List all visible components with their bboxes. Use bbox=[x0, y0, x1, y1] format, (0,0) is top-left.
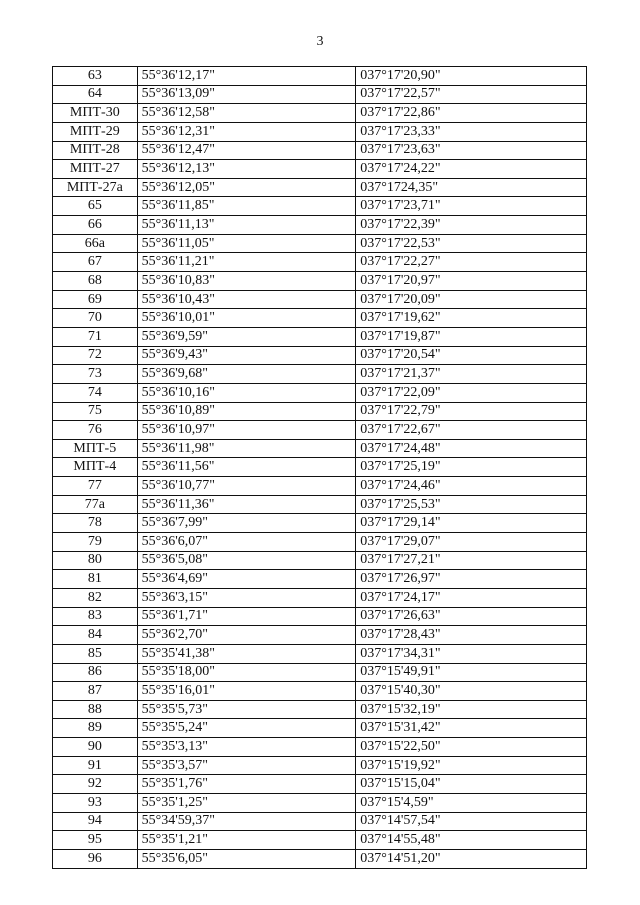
latitude-cell: 55°36'4,69" bbox=[137, 570, 356, 589]
table-row bbox=[53, 607, 587, 626]
latitude-cell: 55°36'9,59" bbox=[137, 327, 356, 346]
point-id-cell: МПТ-28 bbox=[53, 141, 138, 160]
longitude-cell: 037°17'26,63" bbox=[356, 607, 587, 626]
table-row bbox=[53, 700, 587, 719]
point-id-cell: 82 bbox=[53, 588, 138, 607]
table-row bbox=[53, 719, 587, 738]
longitude-cell: 037°15'22,50" bbox=[356, 738, 587, 757]
table-row bbox=[53, 663, 587, 682]
point-id-cell: 77 bbox=[53, 477, 138, 496]
longitude-cell: 037°17'29,14" bbox=[356, 514, 587, 533]
table-row bbox=[53, 570, 587, 589]
table-row bbox=[53, 141, 587, 160]
table-row bbox=[53, 85, 587, 104]
point-id-cell: 88 bbox=[53, 700, 138, 719]
latitude-cell: 55°35'41,38" bbox=[137, 644, 356, 663]
table-row bbox=[53, 588, 587, 607]
latitude-cell: 55°36'10,01" bbox=[137, 309, 356, 328]
latitude-cell: 55°36'10,83" bbox=[137, 272, 356, 291]
table-row bbox=[53, 831, 587, 850]
longitude-cell: 037°17'22,57" bbox=[356, 85, 587, 104]
latitude-cell: 55°35'16,01" bbox=[137, 682, 356, 701]
table-row bbox=[53, 644, 587, 663]
latitude-cell: 55°36'11,98" bbox=[137, 439, 356, 458]
longitude-cell: 037°17'23,63" bbox=[356, 141, 587, 160]
latitude-cell: 55°36'11,05" bbox=[137, 234, 356, 253]
latitude-cell: 55°35'6,05" bbox=[137, 849, 356, 868]
point-id-cell: МПТ-5 bbox=[53, 439, 138, 458]
longitude-cell: 037°17'34,31" bbox=[356, 644, 587, 663]
longitude-cell: 037°1724,35" bbox=[356, 178, 587, 197]
longitude-cell: 037°15'4,59" bbox=[356, 793, 587, 812]
latitude-cell: 55°36'11,36" bbox=[137, 495, 356, 514]
point-id-cell: 94 bbox=[53, 812, 138, 831]
table-row bbox=[53, 421, 587, 440]
longitude-cell: 037°17'20,90" bbox=[356, 67, 587, 86]
latitude-cell: 55°36'5,08" bbox=[137, 551, 356, 570]
point-id-cell: МПТ-4 bbox=[53, 458, 138, 477]
table-row bbox=[53, 682, 587, 701]
point-id-cell: 85 bbox=[53, 644, 138, 663]
longitude-cell: 037°17'22,27" bbox=[356, 253, 587, 272]
longitude-cell: 037°17'27,21" bbox=[356, 551, 587, 570]
longitude-cell: 037°17'22,67" bbox=[356, 421, 587, 440]
longitude-cell: 037°14'57,54" bbox=[356, 812, 587, 831]
point-id-cell: МПТ-30 bbox=[53, 104, 138, 123]
point-id-cell: 93 bbox=[53, 793, 138, 812]
table-row bbox=[53, 793, 587, 812]
point-id-cell: МПТ-27а bbox=[53, 178, 138, 197]
point-id-cell: 76 bbox=[53, 421, 138, 440]
point-id-cell: 83 bbox=[53, 607, 138, 626]
table-row bbox=[53, 327, 587, 346]
longitude-cell: 037°17'22,79" bbox=[356, 402, 587, 421]
longitude-cell: 037°15'32,19" bbox=[356, 700, 587, 719]
table-row bbox=[53, 402, 587, 421]
table-row bbox=[53, 67, 587, 86]
longitude-cell: 037°17'22,53" bbox=[356, 234, 587, 253]
longitude-cell: 037°17'24,46" bbox=[356, 477, 587, 496]
table-row bbox=[53, 458, 587, 477]
latitude-cell: 55°36'1,71" bbox=[137, 607, 356, 626]
point-id-cell: 65 bbox=[53, 197, 138, 216]
latitude-cell: 55°35'1,21" bbox=[137, 831, 356, 850]
table-row bbox=[53, 234, 587, 253]
latitude-cell: 55°36'12,47" bbox=[137, 141, 356, 160]
point-id-cell: 66 bbox=[53, 216, 138, 235]
table-row bbox=[53, 775, 587, 794]
point-id-cell: 67 bbox=[53, 253, 138, 272]
latitude-cell: 55°35'1,25" bbox=[137, 793, 356, 812]
table-row bbox=[53, 514, 587, 533]
latitude-cell: 55°36'12,05" bbox=[137, 178, 356, 197]
latitude-cell: 55°35'5,73" bbox=[137, 700, 356, 719]
longitude-cell: 037°17'22,86" bbox=[356, 104, 587, 123]
point-id-cell: 95 bbox=[53, 831, 138, 850]
table-row bbox=[53, 104, 587, 123]
table-row bbox=[53, 365, 587, 384]
point-id-cell: 69 bbox=[53, 290, 138, 309]
longitude-cell: 037°17'20,54" bbox=[356, 346, 587, 365]
longitude-cell: 037°17'21,37" bbox=[356, 365, 587, 384]
point-id-cell: 81 bbox=[53, 570, 138, 589]
longitude-cell: 037°17'19,87" bbox=[356, 327, 587, 346]
point-id-cell: 73 bbox=[53, 365, 138, 384]
latitude-cell: 55°36'12,58" bbox=[137, 104, 356, 123]
latitude-cell: 55°36'2,70" bbox=[137, 626, 356, 645]
table-row bbox=[53, 197, 587, 216]
latitude-cell: 55°35'18,00" bbox=[137, 663, 356, 682]
longitude-cell: 037°17'23,71" bbox=[356, 197, 587, 216]
latitude-cell: 55°36'11,85" bbox=[137, 197, 356, 216]
point-id-cell: 66а bbox=[53, 234, 138, 253]
longitude-cell: 037°17'29,07" bbox=[356, 533, 587, 552]
latitude-cell: 55°36'7,99" bbox=[137, 514, 356, 533]
longitude-cell: 037°17'28,43" bbox=[356, 626, 587, 645]
page-number: 3 bbox=[316, 34, 324, 49]
point-id-cell: 87 bbox=[53, 682, 138, 701]
longitude-cell: 037°17'26,97" bbox=[356, 570, 587, 589]
latitude-cell: 55°36'11,13" bbox=[137, 216, 356, 235]
point-id-cell: 84 bbox=[53, 626, 138, 645]
longitude-cell: 037°15'31,42" bbox=[356, 719, 587, 738]
table-row bbox=[53, 309, 587, 328]
latitude-cell: 55°36'6,07" bbox=[137, 533, 356, 552]
table-row bbox=[53, 495, 587, 514]
point-id-cell: 70 bbox=[53, 309, 138, 328]
coordinates-table-body bbox=[53, 67, 587, 869]
point-id-cell: 80 bbox=[53, 551, 138, 570]
latitude-cell: 55°35'1,76" bbox=[137, 775, 356, 794]
latitude-cell: 55°35'3,13" bbox=[137, 738, 356, 757]
point-id-cell: МПТ-29 bbox=[53, 122, 138, 141]
latitude-cell: 55°36'13,09" bbox=[137, 85, 356, 104]
longitude-cell: 037°17'20,97" bbox=[356, 272, 587, 291]
longitude-cell: 037°15'40,30" bbox=[356, 682, 587, 701]
table-row bbox=[53, 439, 587, 458]
point-id-cell: 92 bbox=[53, 775, 138, 794]
latitude-cell: 55°36'3,15" bbox=[137, 588, 356, 607]
latitude-cell: 55°36'10,43" bbox=[137, 290, 356, 309]
table-row bbox=[53, 849, 587, 868]
longitude-cell: 037°17'24,22" bbox=[356, 160, 587, 179]
table-row bbox=[53, 272, 587, 291]
latitude-cell: 55°36'11,56" bbox=[137, 458, 356, 477]
table-row bbox=[53, 290, 587, 309]
point-id-cell: 75 bbox=[53, 402, 138, 421]
longitude-cell: 037°15'49,91" bbox=[356, 663, 587, 682]
point-id-cell: 74 bbox=[53, 383, 138, 402]
latitude-cell: 55°36'11,21" bbox=[137, 253, 356, 272]
table-row bbox=[53, 178, 587, 197]
point-id-cell: 72 bbox=[53, 346, 138, 365]
point-id-cell: 78 bbox=[53, 514, 138, 533]
point-id-cell: МПТ-27 bbox=[53, 160, 138, 179]
latitude-cell: 55°36'9,43" bbox=[137, 346, 356, 365]
latitude-cell: 55°36'9,68" bbox=[137, 365, 356, 384]
longitude-cell: 037°17'22,09" bbox=[356, 383, 587, 402]
table-row bbox=[53, 626, 587, 645]
longitude-cell: 037°14'55,48" bbox=[356, 831, 587, 850]
table-row bbox=[53, 533, 587, 552]
latitude-cell: 55°36'12,31" bbox=[137, 122, 356, 141]
longitude-cell: 037°17'24,48" bbox=[356, 439, 587, 458]
latitude-cell: 55°36'10,77" bbox=[137, 477, 356, 496]
point-id-cell: 77а bbox=[53, 495, 138, 514]
point-id-cell: 68 bbox=[53, 272, 138, 291]
table-row bbox=[53, 346, 587, 365]
table-row bbox=[53, 551, 587, 570]
latitude-cell: 55°36'10,16" bbox=[137, 383, 356, 402]
table-row bbox=[53, 738, 587, 757]
table-row bbox=[53, 122, 587, 141]
point-id-cell: 64 bbox=[53, 85, 138, 104]
longitude-cell: 037°17'24,17" bbox=[356, 588, 587, 607]
table-row bbox=[53, 812, 587, 831]
table-row bbox=[53, 216, 587, 235]
latitude-cell: 55°36'10,97" bbox=[137, 421, 356, 440]
table-row bbox=[53, 756, 587, 775]
latitude-cell: 55°36'10,89" bbox=[137, 402, 356, 421]
coordinates-table bbox=[52, 66, 587, 869]
longitude-cell: 037°17'23,33" bbox=[356, 122, 587, 141]
table-row bbox=[53, 477, 587, 496]
longitude-cell: 037°17'20,09" bbox=[356, 290, 587, 309]
point-id-cell: 63 bbox=[53, 67, 138, 86]
longitude-cell: 037°15'15,04" bbox=[356, 775, 587, 794]
longitude-cell: 037°17'25,53" bbox=[356, 495, 587, 514]
point-id-cell: 91 bbox=[53, 756, 138, 775]
point-id-cell: 89 bbox=[53, 719, 138, 738]
latitude-cell: 55°34'59,37" bbox=[137, 812, 356, 831]
latitude-cell: 55°36'12,13" bbox=[137, 160, 356, 179]
point-id-cell: 79 bbox=[53, 533, 138, 552]
point-id-cell: 71 bbox=[53, 327, 138, 346]
table-row bbox=[53, 160, 587, 179]
longitude-cell: 037°17'22,39" bbox=[356, 216, 587, 235]
longitude-cell: 037°17'19,62" bbox=[356, 309, 587, 328]
table-row bbox=[53, 383, 587, 402]
latitude-cell: 55°35'5,24" bbox=[137, 719, 356, 738]
longitude-cell: 037°14'51,20" bbox=[356, 849, 587, 868]
point-id-cell: 90 bbox=[53, 738, 138, 757]
latitude-cell: 55°36'12,17" bbox=[137, 67, 356, 86]
longitude-cell: 037°17'25,19" bbox=[356, 458, 587, 477]
longitude-cell: 037°15'19,92" bbox=[356, 756, 587, 775]
latitude-cell: 55°35'3,57" bbox=[137, 756, 356, 775]
table-row bbox=[53, 253, 587, 272]
point-id-cell: 86 bbox=[53, 663, 138, 682]
point-id-cell: 96 bbox=[53, 849, 138, 868]
